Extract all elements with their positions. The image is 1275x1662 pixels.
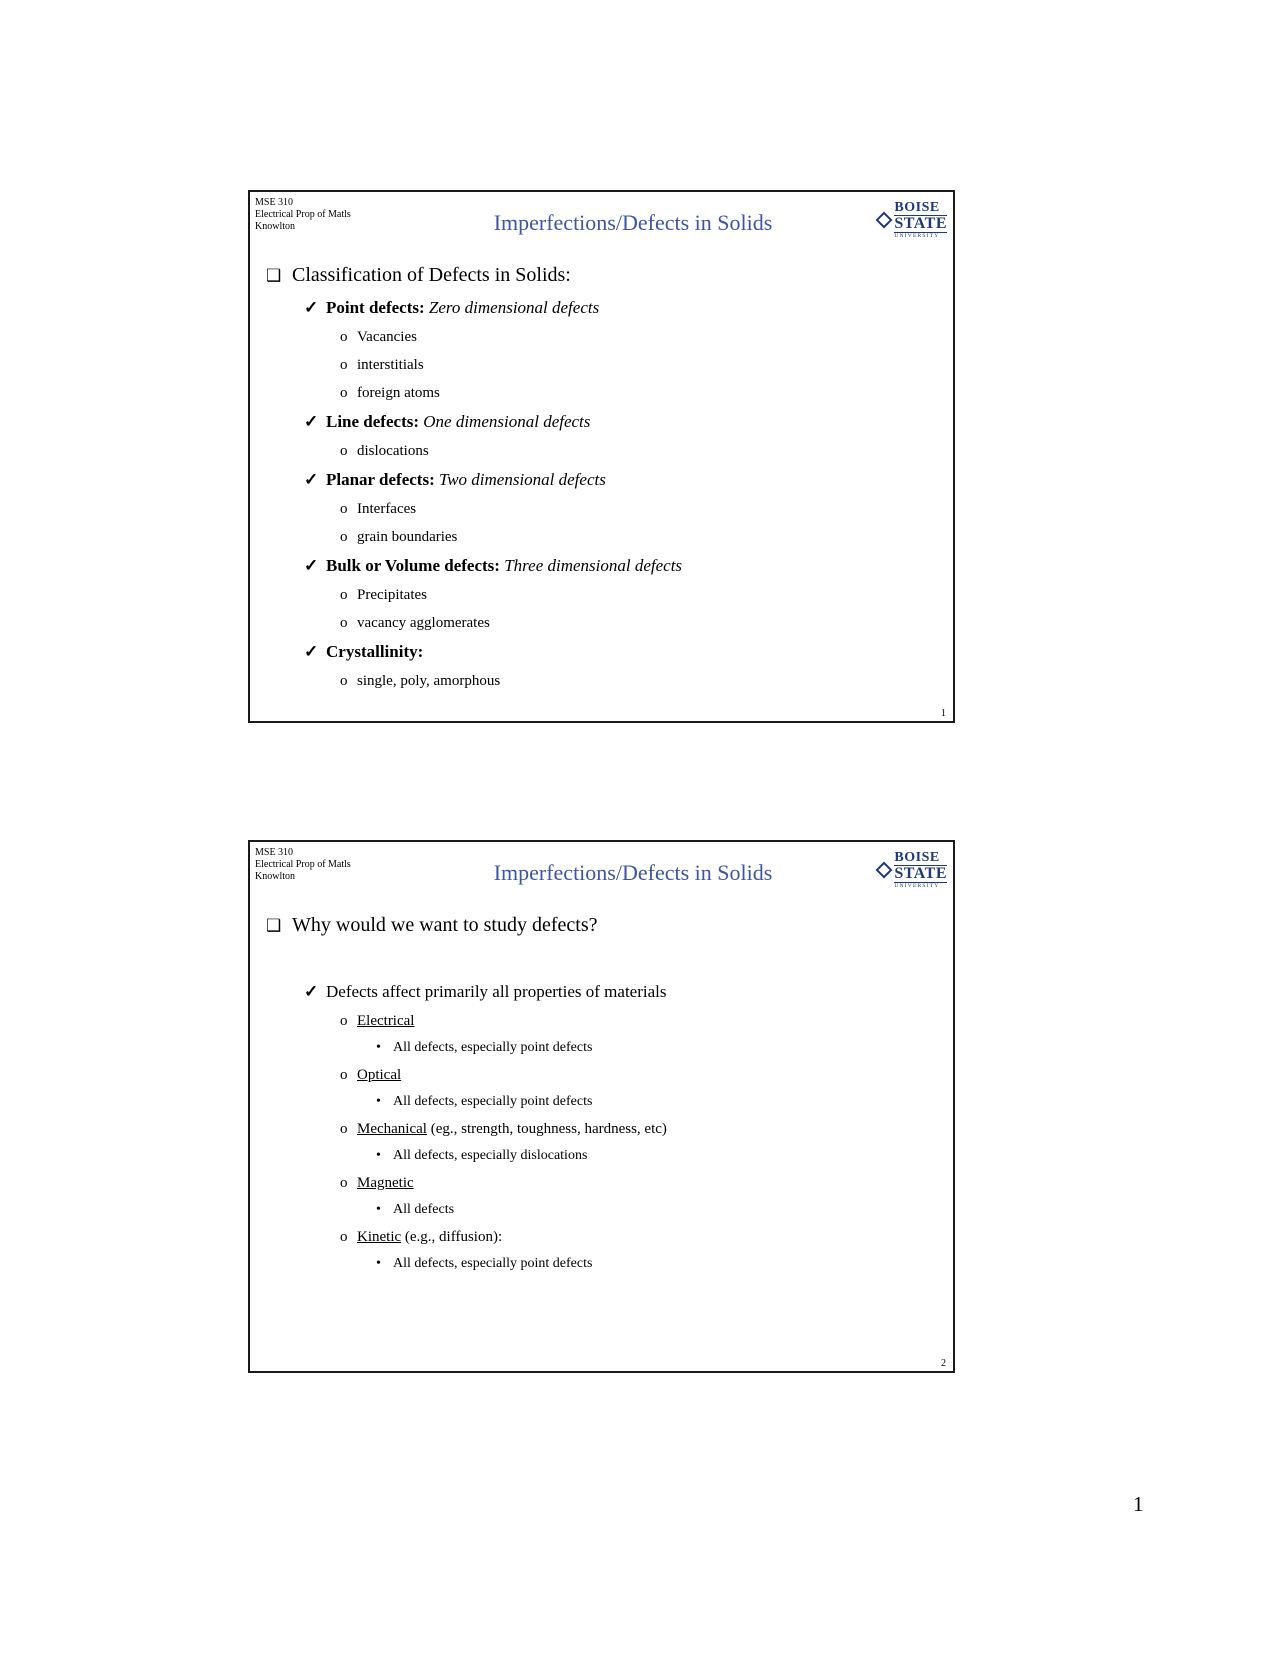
list-item-text: Optical (357, 1067, 402, 1083)
boise-state-logo (861, 847, 947, 890)
list-item (260, 1197, 941, 1223)
course-info (255, 197, 405, 233)
list-item-text: All defects, especially point defects (393, 1256, 593, 1271)
logo-text (894, 201, 947, 240)
list-item-text: Why would we want to study defects? (292, 914, 598, 936)
list-item-text: Line defects: One dimensional defects (326, 412, 591, 431)
list-item (260, 293, 941, 323)
circle-bullet-icon: o (340, 615, 348, 631)
circle-bullet-icon: o (340, 1067, 348, 1083)
list-item (260, 1115, 941, 1143)
list-item (260, 581, 941, 609)
checkmark-icon: ✓ (304, 982, 319, 1001)
list-item-text: foreign atoms (357, 385, 440, 401)
list-item-text: Precipitates (357, 587, 427, 603)
instructor-name: Knowlton (255, 221, 295, 232)
circle-bullet-icon: o (340, 443, 348, 459)
list-item (260, 1251, 941, 1277)
boise-state-logo (861, 197, 947, 240)
course-name: Electrical Prop of Matls (255, 209, 351, 220)
circle-bullet-icon: o (340, 673, 348, 689)
instructor-name: Knowlton (255, 871, 295, 882)
list-item (260, 351, 941, 379)
checkmark-icon: ✓ (304, 470, 319, 489)
slide-1 (248, 190, 955, 723)
list-item-text: Electrical (357, 1013, 415, 1029)
list-item-text: All defects, especially point defects (393, 1040, 593, 1055)
list-item-text: Vacancies (357, 329, 417, 345)
list-item (260, 609, 941, 637)
list-item-text: single, poly, amorphous (357, 673, 501, 689)
list-item-text: interstitials (357, 357, 424, 373)
list-item (260, 1061, 941, 1089)
list-item-text: Planar defects: Two dimensional defects (326, 470, 606, 489)
circle-bullet-icon: o (340, 529, 348, 545)
list-item (260, 1169, 941, 1197)
checkmark-icon: ✓ (304, 298, 319, 317)
course-code: MSE 310 (255, 197, 294, 208)
list-item (260, 1143, 941, 1169)
dot-bullet-icon: • (376, 1256, 381, 1271)
checkmark-icon: ✓ (304, 412, 319, 431)
circle-bullet-icon: o (340, 385, 348, 401)
list-item (260, 495, 941, 523)
checkmark-icon: ✓ (304, 556, 319, 575)
list-item-text: Defects affect primarily all properties of materials (326, 982, 667, 1001)
circle-bullet-icon: o (340, 1175, 348, 1191)
logo-university: UNIVERSITY (894, 232, 947, 240)
list-item-text: Bulk or Volume defects: Three dimensional defects (326, 556, 683, 575)
list-item (260, 1223, 941, 1251)
list-item (260, 1035, 941, 1061)
course-name: Electrical Prop of Matls (255, 859, 351, 870)
logo-boise: BOISE (894, 850, 940, 865)
circle-bullet-icon: o (340, 501, 348, 517)
dot-bullet-icon: • (376, 1094, 381, 1109)
slide-title: Imperfections/Defects in Solids (493, 210, 773, 235)
list-item-text: Classification of Defects in Solids: (292, 264, 571, 286)
circle-bullet-icon: o (340, 357, 348, 373)
list-item (260, 523, 941, 551)
list-item-text: Mechanical (eg., strength, toughness, hardness, etc) (357, 1121, 667, 1137)
diamond-icon (876, 862, 893, 879)
list-item-text: Kinetic (e.g., diffusion): (357, 1229, 503, 1245)
list-item (260, 379, 941, 407)
slide-title: Imperfections/Defects in Solids (493, 860, 773, 885)
square-bullet-icon: ❑ (266, 916, 282, 935)
list-item-text: Interfaces (357, 501, 417, 517)
logo-university: UNIVERSITY (894, 882, 947, 890)
dot-bullet-icon: • (376, 1040, 381, 1055)
list-item-text: All defects, especially point defects (393, 1094, 593, 1109)
checkmark-icon: ✓ (304, 642, 319, 661)
square-bullet-icon: ❑ (266, 266, 282, 285)
diamond-icon (876, 212, 893, 229)
circle-bullet-icon: o (340, 329, 348, 345)
circle-bullet-icon: o (340, 1229, 348, 1245)
circle-bullet-icon: o (340, 1121, 348, 1137)
course-code: MSE 310 (255, 847, 294, 858)
slide-body (250, 900, 953, 1277)
list-item-text: Magnetic (357, 1175, 414, 1191)
page-number: 1 (1133, 1492, 1144, 1516)
slide-2 (248, 840, 955, 1373)
list-item-text: All defects, especially dislocations (393, 1148, 588, 1163)
list-item (260, 1089, 941, 1115)
list-item (260, 908, 941, 943)
list-item-text: All defects (393, 1202, 455, 1217)
list-item (260, 637, 941, 667)
slide-header (250, 842, 953, 900)
list-item-text: Point defects: Zero dimensional defects (326, 298, 600, 317)
logo-state: STATE (894, 865, 947, 882)
list-item (260, 551, 941, 581)
logo-text (894, 851, 947, 890)
list-item-text: Crystallinity: (326, 642, 424, 661)
list-item (260, 258, 941, 293)
slide-body (250, 250, 953, 695)
logo-state: STATE (894, 215, 947, 232)
list-item (260, 437, 941, 465)
list-item-text: dislocations (357, 443, 429, 459)
list-item-text: grain boundaries (357, 529, 458, 545)
logo-boise: BOISE (894, 200, 940, 215)
circle-bullet-icon: o (340, 587, 348, 603)
list-item (260, 465, 941, 495)
list-item (260, 667, 941, 695)
list-item (260, 323, 941, 351)
list-item (260, 977, 941, 1007)
list-item (260, 1007, 941, 1035)
slide-number: 2 (941, 1358, 946, 1369)
dot-bullet-icon: • (376, 1148, 381, 1163)
course-info (255, 847, 405, 883)
slide-header (250, 192, 953, 250)
dot-bullet-icon: • (376, 1202, 381, 1217)
slide-number: 1 (941, 708, 946, 719)
list-item-text: vacancy agglomerates (357, 615, 490, 631)
circle-bullet-icon: o (340, 1013, 348, 1029)
list-item (260, 407, 941, 437)
